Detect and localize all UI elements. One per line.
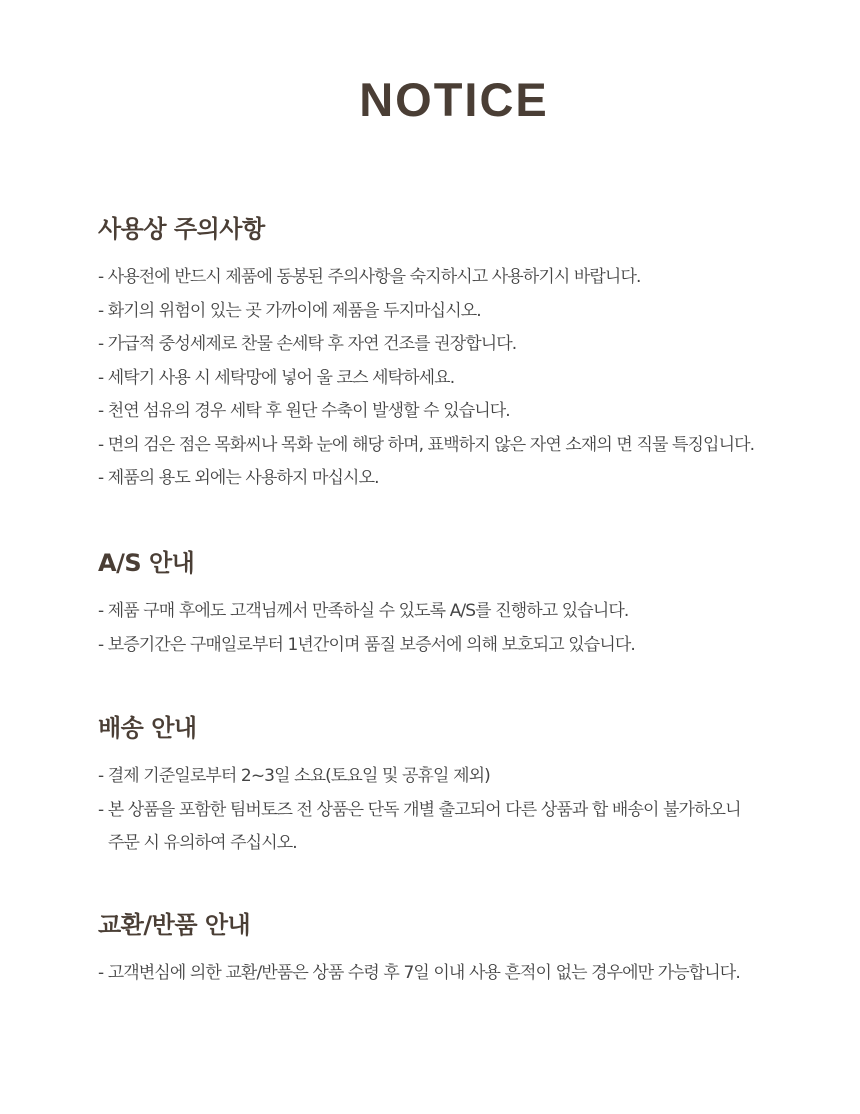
list-item: - 제품의 용도 외에는 사용하지 마십시오. [98,468,379,488]
list-item: - 본 상품을 포함한 팀버토즈 전 상품은 단독 개별 출고되어 다른 상품과 합 배송이 불가하오니 [98,799,741,820]
list-item: - 고객변심에 의한 교환/반품은 상품 수령 후 7일 이내 사용 흔적이 없는 경우에만 가능합니다. [98,963,740,983]
section-heading: A/S 안내 [98,549,195,577]
list-item-continuation: 주문 시 유의하여 주십시오. [108,833,297,853]
section-usage-precautions [98,214,798,496]
section-heading: 사용상 주의사항 [98,215,265,243]
list-item: - 면의 검은 점은 목화씨나 목화 눈에 해당 하며, 표백하지 않은 자연 소재의 면 직물 특징입니다. [98,434,755,455]
section-as-info [98,548,798,662]
list-item: - 결제 기준일로부터 2~3일 소요(토요일 및 공휴일 제외) [98,766,490,786]
list-item: - 세탁기 사용 시 세탁망에 넣어 울 코스 세탁하세요. [98,367,455,388]
list-item: - 가급적 중성세제로 찬물 손세탁 후 자연 건조를 권장합니다. [98,334,517,354]
list-item: - 화기의 위험이 있는 곳 가까이에 제품을 두지마십시오. [98,300,481,321]
page-title: NOTICE [359,73,549,126]
list-item: - 사용전에 반드시 제품에 동봉된 주의사항을 숙지하시고 사용하기시 바랍니다. [98,267,641,287]
section-exchange-return-info [98,910,798,991]
list-item: - 천연 섬유의 경우 세탁 후 원단 수축이 발생할 수 있습니다. [98,401,510,421]
section-heading: 배송 안내 [98,714,197,742]
list-item: - 보증기간은 구매일로부터 1년간이며 품질 보증서에 의해 보호되고 있습니다. [98,634,635,655]
section-heading: 교환/반품 안내 [98,911,251,939]
list-item: - 제품 구매 후에도 고객님께서 만족하실 수 있도록 A/S를 진행하고 있습니다. [98,601,629,621]
section-shipping-info [98,713,798,861]
